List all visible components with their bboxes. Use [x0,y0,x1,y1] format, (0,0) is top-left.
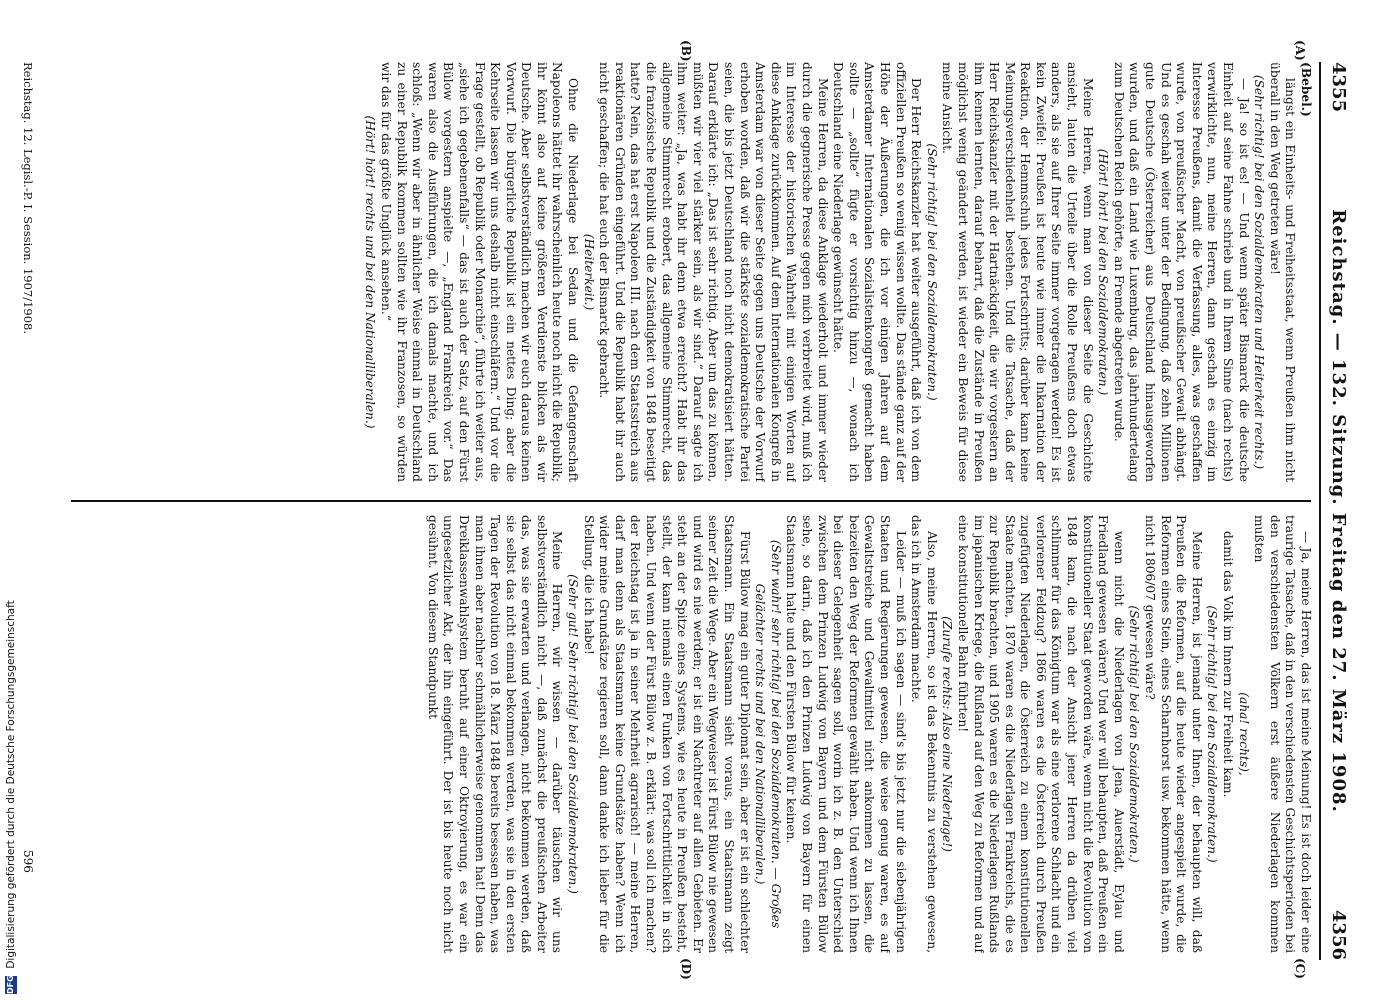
dfg-logo-icon: DFG [6,975,15,994]
margin-marker-c: (C) [1293,958,1307,979]
interjection: (Sehr wahr! sehr richtig! bei den Sozialdemokraten. — Großes Gelächter rechts und bei den Nationalliberalen.) [753,539,783,929]
interjection: (Sehr richtig! bei den Sozialdemokraten und Heiterkeit rechts.) [1252,74,1267,470]
interjection: (Sehr richtig! bei den Sozialdemokraten.) [924,143,939,401]
text-column-right [13,515,1313,953]
interjection: (Heiterkeit.) [581,233,596,311]
interjection: (Zurufe rechts: Also eine Niederlage!) [940,616,955,852]
paragraph: damit das Volk im Innern zur Freiheit kam. [1221,531,1236,798]
paragraph: längst ein Einheits- und Freiheitsstaat, wenn Preußen ihm nicht überall in den Weg getreten wäre! [1267,62,1298,482]
page-number: 596 [21,850,35,873]
interjection: (Hört! hört! bei den Sozialdemokraten.) [1096,148,1111,396]
paragraph: Der Herr Reichskanzler hat weiter ausgeführt, daß ich von dem offiziellen Preußen so wenig wissen wollte. Das stände ganz auf der Höhe der Äußerungen, die ich vor einigen Jahren auf dem Amsterdamer Internationalen Sozialistenkongreß gemacht haben sollte — „sollte“ fügte er vorsichtig hinzu —, wonach ich Deutschland eine Niederlage gewünscht hätte. [831,62,924,482]
interjection: (Hört! hört! rechts und bei den Nationalliberalen.) [363,115,378,429]
paragraph: Meine Herren, da diese Anklage wiederholt und immer wieder durch die gegnerische Presse gegen mich verbreitet wird, muß ich im Interesse der historischen Wahrheit mit einigen Worten auf diese Anklage zurückkommen. Auf dem Internationalen Kongreß in Amsterdam war von dieser Seite gegen uns Deutsche der Vorwurf erhoben worden, daß wir die stärkste sozialdemokratische Partei seien, die bis jetzt Deutschland noch nicht demokratisiert hätten. Darauf erklärte ich: „Das ist sehr richtig. Aber um das zu können, müßten wir vier viel stärker sein, als wir sind.“ Darauf sagte ich ihm weiter: „Ja, was habt ihr denn etwa erreicht? Habt ihr das allgemeine Stimmrecht erobert, das allgemeine Stimmrecht, das die französische Republik und die Zuständigkeit von 1848 beseitigt hatte? Nein, das hat erst Napoleon III. nach dem Staatsstreich aus reaktionären Gründen eingeführt. Und die Republik habt ihr auch nicht geschaffen; die hat euch der Bismarck gebracht. [597,62,830,482]
paragraph: — Ja! so ist es! — Und wenn später Bismarck die deutsche Einheit auf seine Fahne schrieb und in Ihrem Sinne (nach rechts) verwirklichte, nun, meine Herren, dann geschah es einzig im Interesse Preußens, damit die Verfassung, alles, was geschaffen wurde, von preußischer Macht, von preußischer Gewalt abhängt. Und es geschah weiter unter der Bedingung, daß zehn Millionen gute Deutsche (Österreicher) aus Deutschland hinausgeworfen wurden, und daß ein Land wie Luxemburg, das jahrhundertelang zum Deutschen Reich gehörte, an Fremde abgetreten wurde. [1111,62,1251,482]
session-title: Reichstag. — 132. Sitzung. Freitag den 27. März 1908. [1328,209,1349,813]
digitization-credit-text: Digitalisierung gefördert durch die Deutsche Forschungsgemeinschaft [5,600,17,969]
interjection: (aha! rechts), [1236,692,1251,776]
paragraph: — Ja, meine Herren, das ist meine Meinung! Es ist doch leider eine traurige Tatsache, daß in den verschiedensten Geschichtsperioden bei den verschiedensten Völkern erst äußere Niederlagen kommen mußten [1252,515,1313,953]
digitization-credit [2,290,20,994]
paragraph: wenn nicht die Niederlagen von Jena, Auerstädt, Eylau und Friedland gewesen wären? Und wer will behaupten, daß Preußen ein konstitutioneller Staat geworden wäre, wenn nicht die Revolution von 1848 kam, die nach der Ansicht jener Herren da drüben viel schlimmer für das Königtum war als eine verlorene Schlacht und ein verlorener Feldzug? 1866 waren es die Österreich durch Preußen zugefügten Niederlagen, die Österreich zu einem konstitutionellen Staate machten, 1870 waren es die Niederlagen Frankreichs, die es zur Republik brachten, und 1905 waren es die Niederlagen Rußlands im japanischen Kriege, die Rußland auf den Weg zu Reformen und auf eine konstitutionelle Bahn führten! [955,515,1126,953]
paragraph: Leider — muß ich sagen — sind's bis jetzt nur die siebenjährigen Staaten und Regierungen gewesen, die weise genug waren, es auf Gewaltstreiche und Gewaltmittel nicht ankommen zu lassen, die beizeiten den Weg der Reformen gewählt haben. Und wenn ich Ihnen bei dieser Gelegenheit sagen soll, worin ich z. B. den Unterschied zwischen dem Prinzen Ludwig von Bayern und dem Fürsten Bülow sehe, so darin, daß ich den Prinzen Ludwig von Bayern für einen Staatsmann halte und den Fürsten Bülow für keinen. [784,515,908,953]
page-footer: Reichstag. 12. Legisl.-P. I. Session. 1907/1908. [21,62,35,335]
margin-marker-b: (B) [679,40,693,62]
margin-marker-d: (D) [679,958,693,980]
text-column-left [13,62,1313,482]
interjection: (Sehr richtig! bei den Sozialdemokraten.) [1205,605,1220,863]
interjection: (Sehr richtig! bei den Sozialdemokraten.) [1127,605,1142,863]
interjection: (Sehr gut! Sehr richtig! bei den Sozialdemokraten.) [566,574,581,894]
paragraph: Meine Herren, ist jemand unter Ihnen, der behaupten will, daß Preußen die Reformen, auf die heute wieder angespielt wurde, die Reformen eines Stein, eines Scharnhorst usw. bekommen hätte, wenn nicht 1806/07 gewesen wäre? [1143,515,1204,953]
margin-marker-a: (A) [1293,40,1307,61]
paragraph: Fürst Bülow mag ein guter Diplomat sein, aber er ist ein schlechter Staatsmann. Ein Staatsmann sieht voraus, ein Staatsmann zeigt seiner Zeit die Wege. Aber ein Wegweiser ist Fürst Bülow nie gewesen und wird es nie werden; er ist ein Nachtreter auf allen Gebieten. Er steht an der Spitze eines Systems, wie es heute in Preußen besteht, stellt, der kann niemals einen Funken von Fortschrittlichkeit in sich haben. Und wenn der Fürst Bülow z. B. erklärt: was soll ich machen? der Reichstag ist ja in seiner Mehrheit agrarisch! — meine Herren, darf man denn als Staatsmann keine Grundsätze haben? Wenn ich wider meine Grundsätze regieren soll, dann danke ich lieber für die Stellung, die ich habe! [581,515,752,953]
paragraph: Meine Herren, wenn man von dieser Seite die Geschichte ansieht, lauten die Urteile über die Rolle Preußens doch etwas anders, als sie auf Ihrer Seite immer vorgetragen werden! Es ist kein Zweifel: Preußen ist heute wie immer die Inkarnation der Reaktion, der Hemmschuh jedes Fortschritts; darüber kann keine Meinungsverschiedenheit bestehen. Und die Tatsache, daß der Herr Reichskanzler mit der Hartnäckigkeit, die wir vorgestern an ihm kennen lernten, darauf beharrt, daß die Zustände in Preußen möglichst wenig geändert werden, ist wieder ein Beweis für diese meine Ansicht. [940,62,1095,482]
paragraph: Also, meine Herren, so ist das Bekenntnis zu verstehen gewesen, das ich in Amsterdam machte. [909,515,939,953]
column-number-right: 4356 [1328,909,1349,960]
paragraph: Meine Herren, wir wissen — darüber täuschen wir uns selbstverständlich nicht —, daß zunächst die preußischen Arbeiter das, was sie erwarten und verlangen, nicht bekommen werden, daß sie selbst das nicht einmal bekommen werden, was sie in den ersten Tagen der Revolution von 18. März 1848 bereits besessen haben, was man ihnen aber nachher schmählicherweise genommen hat! Denn das Dreiklassenwahlsystem beruht auf einer Oktroyierung, es war ein ungesetzlicher Akt, der ihn eingeführt. Der ist bis heute noch nicht gesühnt. Von diesem Standpunkt [425,515,565,953]
column-divider [71,500,1311,502]
paragraph: Ohne die Niederlage bei Sedan und die Gefangenschaft Napoleons hättet ihr wahrscheinlich heute noch nicht die Republik; ihr könnt also auf keine größeren Verdienste blicken als wir Deutsche. Aber selbstverständlich machen wir euch daraus keinen Vorwurf. Die bürgerliche Republik ist ein nettes Ding; aber die Kehrseite lassen wir uns deshalb nicht einschläfern.“ Und vor die Frage gestellt, ob Republik oder Monarchie“, führte ich weiter aus, „siehe ich gegebenenfalls“ — das ist auch der Satz, auf den Fürst Bülow vorgestern anspielte —, „England Frankreich vor.“ Das waren also die Ausführungen, die ich damals machte, und ich schloß: „Wenn wir aber in ähnlicher Weise einmal in Deutschland zu einer Republik kommen sollten wie ihr Franzosen, so würden wir das für das größte Unglück ansehen.“ [378,62,581,482]
speaker-name: (Bebel.) [1299,62,1313,117]
column-number-left: 4355 [1328,62,1349,113]
page-header [1319,62,1353,960]
